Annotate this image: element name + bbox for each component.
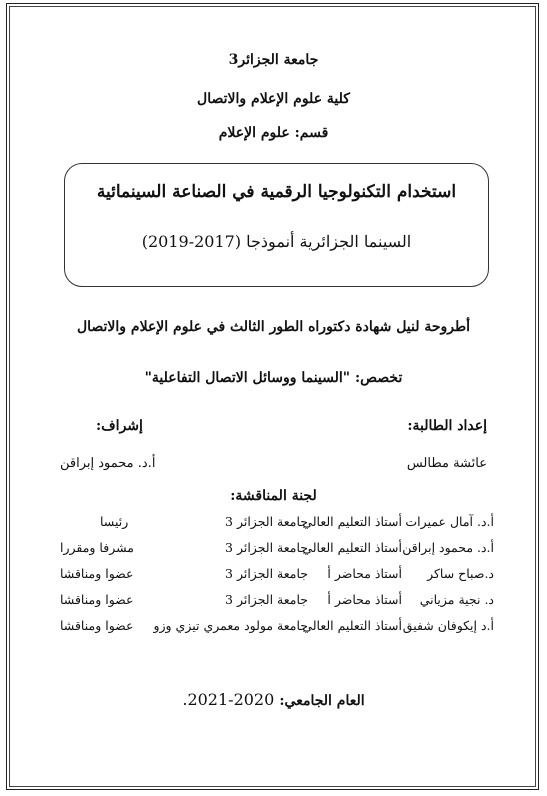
committee-row (60, 540, 494, 566)
member-role: عضوا ومناقشا (60, 566, 134, 581)
committee-row (60, 592, 494, 618)
member-university: جامعة الجزائر 3 (225, 566, 308, 581)
thesis-title: استخدام التكنولوجيا الرقمية في الصناعة السينمائية (96, 182, 457, 202)
member-grade: أستاذ التعليم العالي (302, 540, 402, 555)
member-grade: أستاذ التعليم العالي (302, 618, 402, 633)
member-grade: أستاذ محاضر أ (327, 592, 402, 607)
committee-row (60, 514, 494, 540)
member-role: مشرفا ومقررا (60, 540, 134, 555)
member-role: رئيسا (100, 514, 129, 529)
faculty-name: كلية علوم الإعلام والاتصال (197, 91, 350, 107)
member-role: عضوا ومناقشا (60, 592, 134, 607)
member-university: جامعة مولود معمري تيزي وزو (153, 618, 308, 633)
thesis-description: أطروحة لنيل شهادة دكتوراه الطور الثالث في علوم الإعلام والاتصال (76, 319, 471, 335)
member-name: أ.د. محمود إبراقن (402, 540, 494, 555)
member-university: جامعة الجزائر 3 (225, 540, 308, 555)
member-name: أ.د إيكوفان شفيق (402, 618, 494, 633)
supervisor-name: أ.د. محمود إبراقن (60, 456, 156, 471)
academic-year (0, 690, 547, 709)
supervision-label: إشراف: (96, 418, 143, 434)
member-name: د. نجية مزياني (419, 592, 494, 607)
department-name: قسم: علوم الإعلام (218, 125, 329, 141)
member-university: جامعة الجزائر 3 (225, 514, 308, 529)
page-border-inner (9, 6, 536, 787)
committee-table (60, 514, 494, 644)
member-grade: أستاذ محاضر أ (327, 566, 402, 581)
prepared-by-label: إعداد الطالبة: (407, 418, 487, 434)
committee-row (60, 566, 494, 592)
student-name: عائشة مطالس (406, 456, 487, 471)
thesis-subtitle: السينما الجزائرية أنموذجا (2017-2019) (141, 232, 412, 251)
member-name: أ.د. آمال عميرات (405, 514, 494, 529)
member-grade: أستاذ التعليم العالي (302, 514, 402, 529)
committee-row (60, 618, 494, 644)
committee-label: لجنة المناقشة: (230, 488, 317, 504)
university-name: جامعة الجزائر3 (228, 52, 319, 68)
specialty: تخصص: "السينما ووسائل الاتصال التفاعلية" (144, 370, 403, 386)
title-box (64, 163, 489, 287)
member-role: عضوا ومناقشا (60, 618, 134, 633)
academic-year-label: العام الجامعي: (279, 693, 365, 709)
member-name: د.صباح ساكر (427, 566, 494, 581)
member-university: جامعة الجزائر 3 (225, 592, 308, 607)
academic-year-value: 2020-2021. (182, 690, 275, 709)
